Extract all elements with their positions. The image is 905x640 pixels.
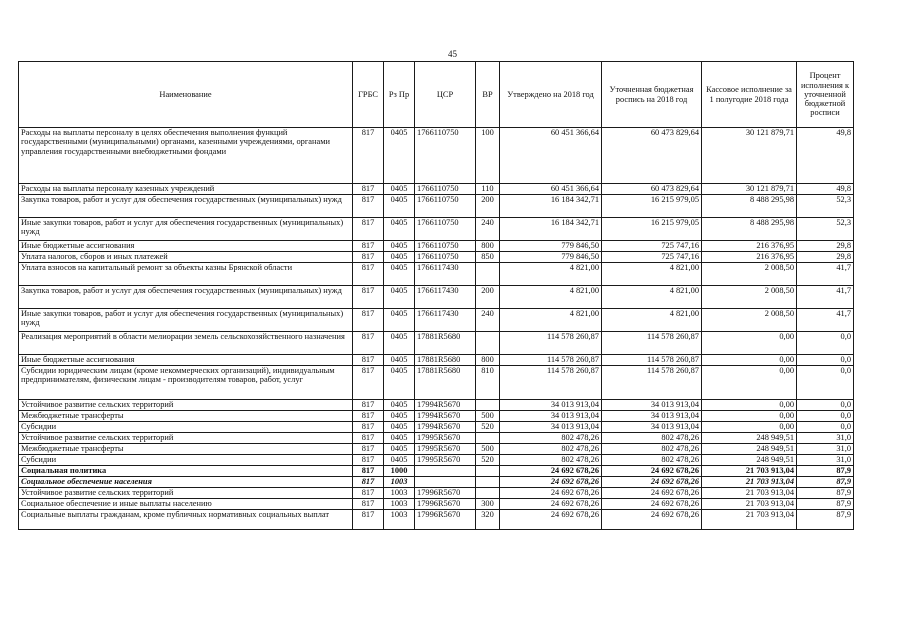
cell-rzpr: 0405 [384,455,415,466]
header-vr: ВР [476,62,500,128]
cell-grbs: 817 [353,499,384,510]
cell-approved: 60 451 366,64 [500,128,602,184]
header-refined: Уточненная бюджетная роспись на 2018 год [602,62,702,128]
table-row [19,128,854,184]
table-row [19,466,854,477]
cell-vr: 240 [476,309,500,332]
cell-cash: 0,00 [702,366,797,400]
cell-cash: 21 703 913,04 [702,510,797,530]
cell-csr: 17994R5670 [415,400,476,411]
cell-rzpr: 1003 [384,510,415,530]
cell-grbs: 817 [353,422,384,433]
cell-percent: 87,9 [797,466,854,477]
cell-refined: 4 821,00 [602,309,702,332]
cell-rzpr: 1003 [384,477,415,488]
header-cash: Кассовое исполнение за 1 полугодие 2018 года [702,62,797,128]
cell-percent: 41,7 [797,263,854,286]
cell-refined: 114 578 260,87 [602,332,702,355]
table-row [19,488,854,499]
header-percent: Процент исполнения к уточненной бюджетной росписи [797,62,854,128]
cell-cash: 0,00 [702,332,797,355]
cell-refined: 24 692 678,26 [602,499,702,510]
cell-cash: 8 488 295,98 [702,218,797,241]
cell-cash: 248 949,51 [702,455,797,466]
cell-csr: 17994R5670 [415,422,476,433]
cell-approved: 779 846,50 [500,241,602,252]
cell-percent: 0,0 [797,422,854,433]
cell-cash: 30 121 879,71 [702,184,797,195]
cell-vr: 500 [476,411,500,422]
cell-approved: 4 821,00 [500,309,602,332]
cell-name: Закупка товаров, работ и услуг для обеспечения государственных (муниципальных) нужд [19,195,353,218]
cell-refined: 4 821,00 [602,263,702,286]
cell-grbs: 817 [353,411,384,422]
cell-vr: 810 [476,366,500,400]
cell-grbs: 817 [353,241,384,252]
cell-refined: 24 692 678,26 [602,477,702,488]
cell-percent: 0,0 [797,332,854,355]
cell-csr: 1766117430 [415,263,476,286]
cell-grbs: 817 [353,309,384,332]
cell-cash: 21 703 913,04 [702,499,797,510]
cell-refined: 34 013 913,04 [602,400,702,411]
cell-refined: 802 478,26 [602,455,702,466]
cell-rzpr: 1003 [384,499,415,510]
cell-csr: 1766110750 [415,195,476,218]
cell-grbs: 817 [353,252,384,263]
cell-vr: 800 [476,241,500,252]
cell-csr: 17995R5670 [415,455,476,466]
cell-vr: 520 [476,422,500,433]
cell-vr: 520 [476,455,500,466]
cell-csr: 1766110750 [415,128,476,184]
cell-grbs: 817 [353,510,384,530]
cell-refined: 24 692 678,26 [602,466,702,477]
table-row [19,263,854,286]
cell-approved: 802 478,26 [500,444,602,455]
cell-grbs: 817 [353,355,384,366]
cell-cash: 8 488 295,98 [702,195,797,218]
cell-rzpr: 0405 [384,128,415,184]
cell-refined: 34 013 913,04 [602,411,702,422]
cell-csr: 17881R5680 [415,355,476,366]
cell-percent: 0,0 [797,400,854,411]
cell-name: Расходы на выплаты персоналу в целях обеспечения выполнения функций государственными (муниципальными) органами, казенными учреждениями, органами управления государственными внебюджетными фондами [19,128,353,184]
cell-grbs: 817 [353,184,384,195]
cell-name: Социальное обеспечение и иные выплаты населению [19,499,353,510]
budget-execution-table [18,61,854,530]
cell-name: Иные закупки товаров, работ и услуг для обеспечения государственных (муниципальных) нужд [19,218,353,241]
cell-grbs: 817 [353,366,384,400]
cell-csr: 17995R5670 [415,444,476,455]
cell-cash: 21 703 913,04 [702,488,797,499]
table-row [19,332,854,355]
cell-percent: 87,9 [797,488,854,499]
cell-grbs: 817 [353,332,384,355]
cell-cash: 21 703 913,04 [702,477,797,488]
cell-rzpr: 0405 [384,218,415,241]
cell-cash: 248 949,51 [702,444,797,455]
cell-refined: 24 692 678,26 [602,488,702,499]
cell-vr: 850 [476,252,500,263]
cell-percent: 52,3 [797,218,854,241]
cell-approved: 34 013 913,04 [500,422,602,433]
cell-refined: 802 478,26 [602,444,702,455]
cell-approved: 24 692 678,26 [500,477,602,488]
cell-cash: 0,00 [702,422,797,433]
table-row [19,400,854,411]
cell-refined: 16 215 979,05 [602,218,702,241]
cell-cash: 0,00 [702,355,797,366]
table-row [19,455,854,466]
cell-grbs: 817 [353,286,384,309]
cell-refined: 114 578 260,87 [602,366,702,400]
header-name: Наименование [19,62,353,128]
cell-csr: 17996R5670 [415,488,476,499]
cell-approved: 114 578 260,87 [500,332,602,355]
cell-refined: 802 478,26 [602,433,702,444]
cell-cash: 21 703 913,04 [702,466,797,477]
cell-approved: 16 184 342,71 [500,218,602,241]
cell-vr: 110 [476,184,500,195]
cell-name: Межбюджетные трансферты [19,411,353,422]
page-number: 45 [448,49,457,59]
cell-csr: 17881R5680 [415,332,476,355]
cell-grbs: 817 [353,488,384,499]
cell-refined: 16 215 979,05 [602,195,702,218]
cell-refined: 114 578 260,87 [602,355,702,366]
table-row [19,510,854,530]
cell-csr: 1766110750 [415,241,476,252]
cell-rzpr: 0405 [384,184,415,195]
table-row [19,433,854,444]
table-row [19,444,854,455]
cell-name: Устойчивое развитие сельских территорий [19,433,353,444]
cell-percent: 41,7 [797,309,854,332]
cell-name: Иные закупки товаров, работ и услуг для обеспечения государственных (муниципальных) нужд [19,309,353,332]
cell-rzpr: 1000 [384,466,415,477]
cell-vr: 300 [476,499,500,510]
cell-vr: 800 [476,355,500,366]
cell-vr [476,433,500,444]
table-body [19,128,854,530]
header-approved: Утверждено на 2018 год [500,62,602,128]
cell-cash: 216 376,95 [702,241,797,252]
cell-rzpr: 0405 [384,241,415,252]
cell-percent: 49,8 [797,184,854,195]
cell-percent: 87,9 [797,499,854,510]
table-row [19,195,854,218]
cell-refined: 725 747,16 [602,241,702,252]
cell-percent: 49,8 [797,128,854,184]
cell-grbs: 817 [353,400,384,411]
header-rzpr: Рз Пр [384,62,415,128]
cell-percent: 31,0 [797,444,854,455]
cell-approved: 16 184 342,71 [500,195,602,218]
header-grbs: ГРБС [353,62,384,128]
cell-csr: 17881R5680 [415,366,476,400]
cell-rzpr: 0405 [384,332,415,355]
cell-percent: 52,3 [797,195,854,218]
cell-refined: 4 821,00 [602,286,702,309]
cell-csr: 1766117430 [415,309,476,332]
cell-approved: 24 692 678,26 [500,466,602,477]
cell-vr: 500 [476,444,500,455]
cell-csr [415,466,476,477]
cell-csr: 1766110750 [415,218,476,241]
cell-approved: 802 478,26 [500,433,602,444]
table-row [19,286,854,309]
table-row [19,422,854,433]
table-row [19,218,854,241]
cell-csr: 17996R5670 [415,499,476,510]
cell-approved: 24 692 678,26 [500,488,602,499]
cell-approved: 802 478,26 [500,455,602,466]
cell-grbs: 817 [353,466,384,477]
table-row [19,309,854,332]
cell-csr: 1766117430 [415,286,476,309]
header-csr: ЦСР [415,62,476,128]
cell-approved: 60 451 366,64 [500,184,602,195]
cell-vr: 200 [476,286,500,309]
cell-vr [476,477,500,488]
table-row [19,499,854,510]
cell-percent: 31,0 [797,455,854,466]
cell-csr: 17994R5670 [415,411,476,422]
cell-rzpr: 0405 [384,263,415,286]
cell-name: Расходы на выплаты персоналу казенных учреждений [19,184,353,195]
cell-approved: 24 692 678,26 [500,499,602,510]
cell-approved: 114 578 260,87 [500,355,602,366]
cell-grbs: 817 [353,128,384,184]
cell-approved: 4 821,00 [500,263,602,286]
cell-vr: 320 [476,510,500,530]
cell-grbs: 817 [353,433,384,444]
cell-vr [476,263,500,286]
cell-vr [476,400,500,411]
cell-approved: 34 013 913,04 [500,411,602,422]
cell-name: Социальные выплаты гражданам, кроме публичных нормативных социальных выплат [19,510,353,530]
cell-name: Социальная политика [19,466,353,477]
cell-rzpr: 0405 [384,444,415,455]
cell-grbs: 817 [353,195,384,218]
cell-rzpr: 0405 [384,400,415,411]
cell-name: Межбюджетные трансферты [19,444,353,455]
cell-rzpr: 0405 [384,422,415,433]
table-header-row [19,62,854,128]
cell-refined: 725 747,16 [602,252,702,263]
cell-grbs: 817 [353,477,384,488]
cell-approved: 114 578 260,87 [500,366,602,400]
cell-vr: 200 [476,195,500,218]
table-row [19,366,854,400]
cell-rzpr: 0405 [384,366,415,400]
cell-grbs: 817 [353,263,384,286]
cell-name: Субсидии [19,455,353,466]
cell-cash: 0,00 [702,400,797,411]
cell-csr: 1766110750 [415,184,476,195]
cell-name: Закупка товаров, работ и услуг для обеспечения государственных (муниципальных) нужд [19,286,353,309]
cell-cash: 0,00 [702,411,797,422]
cell-percent: 87,9 [797,477,854,488]
cell-name: Иные бюджетные ассигнования [19,241,353,252]
cell-name: Устойчивое развитие сельских территорий [19,400,353,411]
cell-rzpr: 0405 [384,286,415,309]
cell-vr [476,466,500,477]
cell-percent: 31,0 [797,433,854,444]
cell-name: Иные бюджетные ассигнования [19,355,353,366]
cell-refined: 34 013 913,04 [602,422,702,433]
cell-refined: 24 692 678,26 [602,510,702,530]
cell-vr: 240 [476,218,500,241]
cell-csr [415,477,476,488]
cell-name: Субсидии юридическим лицам (кроме некоммерческих организаций), индивидуальным предпринимателям, физическим лицам - производителям товаров, работ, услуг [19,366,353,400]
cell-percent: 29,8 [797,241,854,252]
cell-cash: 2 008,50 [702,263,797,286]
cell-percent: 0,0 [797,366,854,400]
table-row [19,241,854,252]
table-row [19,411,854,422]
cell-csr: 17995R5670 [415,433,476,444]
cell-rzpr: 0405 [384,309,415,332]
cell-percent: 0,0 [797,411,854,422]
cell-rzpr: 1003 [384,488,415,499]
cell-rzpr: 0405 [384,252,415,263]
cell-cash: 2 008,50 [702,286,797,309]
cell-rzpr: 0405 [384,195,415,218]
cell-rzpr: 0405 [384,433,415,444]
cell-percent: 41,7 [797,286,854,309]
cell-cash: 216 376,95 [702,252,797,263]
cell-csr: 17996R5670 [415,510,476,530]
cell-percent: 29,8 [797,252,854,263]
cell-grbs: 817 [353,218,384,241]
cell-cash: 30 121 879,71 [702,128,797,184]
cell-approved: 779 846,50 [500,252,602,263]
cell-name: Реализация мероприятий в области мелиорации земель сельскохозяйственного назначения [19,332,353,355]
cell-vr [476,488,500,499]
cell-refined: 60 473 829,64 [602,128,702,184]
cell-csr: 1766110750 [415,252,476,263]
cell-percent: 87,9 [797,510,854,530]
cell-approved: 4 821,00 [500,286,602,309]
cell-cash: 248 949,51 [702,433,797,444]
cell-grbs: 817 [353,444,384,455]
cell-cash: 2 008,50 [702,309,797,332]
cell-name: Субсидии [19,422,353,433]
table-row [19,477,854,488]
cell-approved: 34 013 913,04 [500,400,602,411]
cell-vr: 100 [476,128,500,184]
cell-refined: 60 473 829,64 [602,184,702,195]
cell-name: Уплата налогов, сборов и иных платежей [19,252,353,263]
table-row [19,184,854,195]
cell-percent: 0,0 [797,355,854,366]
cell-name: Уплата взносов на капитальный ремонт за объекты казны Брянской области [19,263,353,286]
table-row [19,355,854,366]
cell-grbs: 817 [353,455,384,466]
table-row [19,252,854,263]
cell-vr [476,332,500,355]
cell-name: Социальное обеспечение населения [19,477,353,488]
cell-name: Устойчивое развитие сельских территорий [19,488,353,499]
cell-approved: 24 692 678,26 [500,510,602,530]
cell-rzpr: 0405 [384,411,415,422]
cell-rzpr: 0405 [384,355,415,366]
